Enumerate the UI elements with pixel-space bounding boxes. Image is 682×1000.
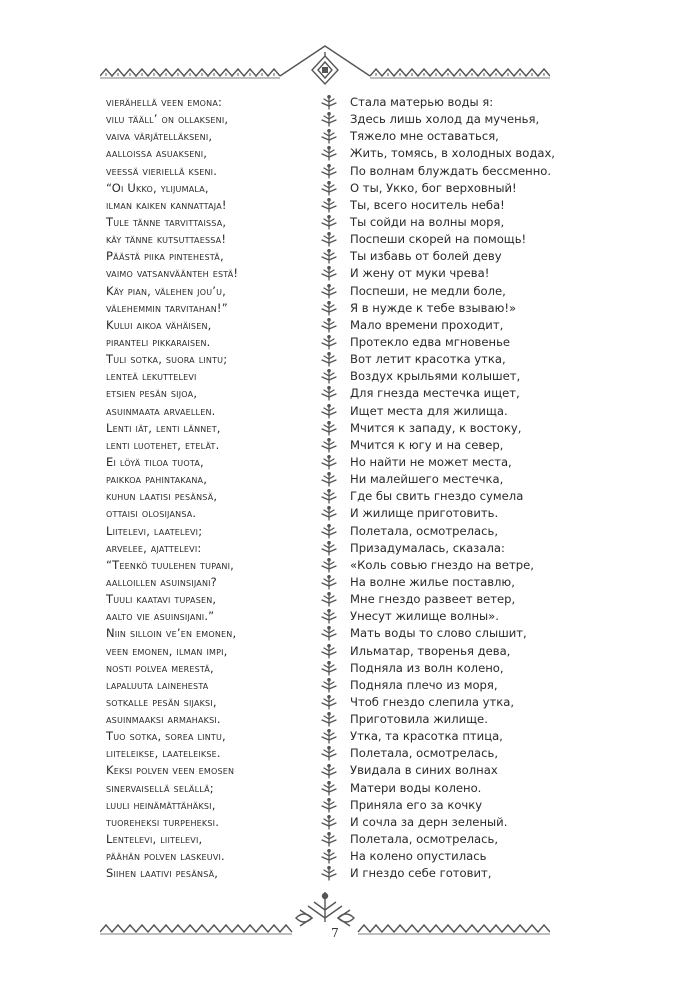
russian-verse-line: Воздух крыльями колышет, xyxy=(350,369,521,384)
finnish-verse-line: Tuli sotka, suora lintu; xyxy=(106,352,228,367)
finnish-verse-line: vaiva värjätelläkseni, xyxy=(106,129,213,144)
folk-tree-icon xyxy=(317,677,341,694)
finnish-verse-line: etsien pesän sijoa, xyxy=(106,386,198,401)
folk-tree-icon xyxy=(317,848,341,865)
folk-tree-icon xyxy=(317,574,341,591)
folk-tree-icon xyxy=(317,214,341,231)
russian-verse-line: Приготовила жилище. xyxy=(350,712,488,727)
folk-tree-icon xyxy=(317,762,341,779)
finnish-verse-line: lapaluuta lainehesta xyxy=(106,677,209,692)
finnish-verse-line: Keksi polven veen emosen xyxy=(106,763,235,778)
russian-verse-line: Но найти не может места, xyxy=(350,454,512,469)
folk-tree-icon xyxy=(317,403,341,420)
folk-tree-icon xyxy=(317,111,341,128)
russian-verse-line: Мало времени проходит, xyxy=(350,317,504,332)
folk-tree-icon xyxy=(317,197,341,214)
russian-verse-line: Ильматар, творенья дева, xyxy=(350,643,511,658)
page-number: 7 xyxy=(331,926,339,940)
finnish-text-column xyxy=(106,94,306,882)
russian-verse-line: Протекло едва мгновенье xyxy=(350,334,511,349)
folk-tree-icon xyxy=(317,488,341,505)
finnish-verse-line: lenteä lekuttelevi xyxy=(106,369,197,384)
russian-verse-line: Ты сойди на волны моря, xyxy=(350,214,505,229)
finnish-verse-line: piranteli pikkaraisen. xyxy=(106,334,211,349)
ornament-divider xyxy=(317,94,341,882)
russian-verse-line: Поспеши скорей на помощь! xyxy=(350,232,527,247)
russian-verse-line: Мчится к югу и на север, xyxy=(350,437,504,452)
finnish-verse-line: aalto vie asuinsijani.” xyxy=(106,609,215,624)
russian-verse-line: И жену от муки чрева! xyxy=(350,266,490,281)
russian-verse-line: Мать воды то слово слышит, xyxy=(350,626,527,641)
folk-tree-icon xyxy=(317,351,341,368)
finnish-verse-line: paikkoa pahintakana, xyxy=(106,472,208,487)
finnish-verse-line: lenti luotehet, etelät. xyxy=(106,437,220,452)
folk-tree-icon xyxy=(317,471,341,488)
finnish-verse-line: Ei löyä tiloa tuota, xyxy=(106,454,204,469)
finnish-verse-line: ottaisi olosijansa. xyxy=(106,506,197,521)
finnish-verse-line: vierähellä veen emona: xyxy=(106,95,223,109)
finnish-verse-line: Tule tänne tarvittaissa, xyxy=(106,214,227,229)
russian-verse-line: Приняла его за кочку xyxy=(350,797,483,812)
folk-tree-icon xyxy=(317,505,341,522)
russian-verse-line: И гнездо себе готовит, xyxy=(350,866,492,881)
finnish-verse-line: Päästä piika pintehestä, xyxy=(106,249,224,264)
folk-tree-icon xyxy=(317,643,341,660)
russian-verse-line: По волнам блуждать бессменно. xyxy=(350,163,552,178)
folk-tree-icon xyxy=(317,368,341,385)
russian-verse-line: Подняла из волн колено, xyxy=(350,660,504,675)
russian-verse-line: Жить, томясь, в холодных водах, xyxy=(350,146,555,161)
russian-verse-line: На колено опустилась xyxy=(350,849,487,864)
folk-tree-icon xyxy=(317,557,341,574)
russian-verse-line: Матери воды колено. xyxy=(350,780,482,795)
russian-verse-line: И сочла за дерн зеленый. xyxy=(350,814,508,829)
finnish-verse-line: kuhun laatisi pesänsä, xyxy=(106,489,218,504)
folk-tree-icon xyxy=(317,660,341,677)
finnish-verse-line: ilman kaiken kannattaja! xyxy=(106,197,227,212)
russian-verse-line: Я в нужде к тебе взываю!» xyxy=(350,300,517,315)
finnish-verse-line: asuinmaata arvaellen. xyxy=(106,403,216,418)
folk-tree-icon xyxy=(317,334,341,351)
russian-verse-line: Где бы свить гнездо сумела xyxy=(350,489,524,504)
finnish-verse-line: Liitelevi, laatelevi; xyxy=(106,523,203,538)
finnish-verse-line: Kului aikoa vähäisen, xyxy=(106,317,212,332)
russian-verse-line: Призадумалась, сказала: xyxy=(350,540,505,555)
russian-verse-line: Чтоб гнездо слепила утка, xyxy=(350,694,515,709)
russian-verse-line: Вот летит красотка утка, xyxy=(350,352,506,367)
folk-tree-icon xyxy=(317,780,341,797)
folk-tree-icon xyxy=(317,523,341,540)
finnish-verse-line: arvelee, ajattelevi: xyxy=(106,540,202,555)
folk-tree-icon xyxy=(317,728,341,745)
folk-tree-icon xyxy=(317,711,341,728)
folk-tree-icon xyxy=(317,797,341,814)
russian-verse-line: Полетала, осмотрелась, xyxy=(350,523,499,538)
folk-tree-icon xyxy=(317,625,341,642)
finnish-verse-line: tuoreheksi turpeheksi. xyxy=(106,814,220,829)
finnish-verse-line: asuinmaaksi armahaksi. xyxy=(106,712,221,727)
finnish-verse-line: sotkalle pesän sijaksi, xyxy=(106,694,217,709)
finnish-verse-line: Tuo sotka, sorea lintu, xyxy=(106,729,226,744)
finnish-verse-line: liiteleikse, laateleikse. xyxy=(106,746,221,761)
folk-tree-icon xyxy=(317,248,341,265)
russian-verse-line: Поспеши, не медли боле, xyxy=(350,283,506,298)
finnish-verse-line: veen emonen, ilman impi, xyxy=(106,643,228,658)
finnish-verse-line: Käy pian, välehen jou’u, xyxy=(106,283,227,298)
russian-verse-line: Полетала, осмотрелась, xyxy=(350,746,499,761)
folk-tree-icon xyxy=(317,128,341,145)
russian-verse-line: «Коль совью гнездо на ветре, xyxy=(350,557,534,572)
finnish-verse-line: “Oi Ukko, ylijumala, xyxy=(106,180,209,195)
russian-verse-line: Унесут жилище волны». xyxy=(350,609,499,624)
folk-tree-icon xyxy=(317,300,341,317)
folk-tree-icon xyxy=(317,385,341,402)
folk-tree-icon xyxy=(317,231,341,248)
folk-tree-icon xyxy=(317,814,341,831)
finnish-verse-line: Siihen laativi pesänsä, xyxy=(106,866,219,881)
folk-tree-icon xyxy=(317,454,341,471)
finnish-verse-line: välehemmin tarvitahan!” xyxy=(106,300,228,315)
finnish-verse-line: veessä vieriellä kseni. xyxy=(106,163,218,178)
russian-verse-line: Ищет места для жилища. xyxy=(350,403,508,418)
russian-verse-line: Для гнезда местечка ищет, xyxy=(350,386,520,401)
russian-verse-line: Ты избавь от болей деву xyxy=(350,249,502,264)
finnish-verse-line: Tuuli kaatavi tupasen, xyxy=(106,592,217,607)
russian-verse-line: Полетала, осмотрелась, xyxy=(350,832,499,847)
folk-tree-icon xyxy=(317,694,341,711)
russian-verse-line: Стала матерью воды я: xyxy=(350,95,494,109)
finnish-verse-line: Lenti iät, lenti lännet, xyxy=(106,420,221,435)
russian-verse-line: Мне гнездо развеет ветер, xyxy=(350,592,516,607)
finnish-verse-line: luuli heinämättähäksi, xyxy=(106,797,216,812)
folk-tree-icon xyxy=(317,591,341,608)
folk-tree-icon xyxy=(317,317,341,334)
folk-tree-icon xyxy=(317,163,341,180)
russian-verse-line: И жилище приготовить. xyxy=(350,506,499,521)
russian-verse-line: Утка, та красотка птица, xyxy=(350,729,503,744)
folk-tree-icon xyxy=(317,745,341,762)
folk-tree-icon xyxy=(317,420,341,437)
russian-verse-line: Мчится к западу, к востоку, xyxy=(350,420,522,435)
russian-verse-line: Увидала в синих волнах xyxy=(350,763,498,778)
folk-tree-icon xyxy=(317,437,341,454)
finnish-verse-line: nosti polvea merestä, xyxy=(106,660,214,675)
finnish-verse-line: Lentelevi, liitelevi, xyxy=(106,832,203,847)
russian-verse-line: Тяжело мне оставаться, xyxy=(350,129,499,144)
russian-verse-line: Ни малейшего местечка, xyxy=(350,472,504,487)
finnish-verse-line: käy tänne kutsuttaessa! xyxy=(106,232,227,247)
folk-tree-icon xyxy=(317,608,341,625)
top-ornament-border xyxy=(100,40,550,88)
finnish-verse-line: aalloissa asuakseni, xyxy=(106,146,208,161)
russian-verse-line: На волне жилье поставлю, xyxy=(350,574,515,589)
folk-tree-icon xyxy=(317,94,341,111)
folk-tree-icon xyxy=(317,180,341,197)
finnish-verse-line: päähän polven laskeuvi. xyxy=(106,849,225,864)
finnish-verse-line: aalloillen asuinsijani? xyxy=(106,574,217,589)
finnish-verse-line: sinervaisellä selällä; xyxy=(106,780,214,795)
folk-tree-icon xyxy=(317,145,341,162)
russian-verse-line: Ты, всего носитель неба! xyxy=(350,197,505,212)
russian-verse-line: Подняла плечо из моря, xyxy=(350,677,498,692)
finnish-verse-line: vaimo vatsanväänteh estä! xyxy=(106,266,239,281)
russian-verse-line: О ты, Укко, бог верховный! xyxy=(350,180,517,195)
finnish-verse-line: vilu täällʼ on ollakseni, xyxy=(106,112,229,127)
finnish-verse-line: Niin silloin ve’en emonen, xyxy=(106,626,237,641)
finnish-verse-line: “Teenkö tuulehen tupani, xyxy=(106,557,234,572)
folk-tree-icon xyxy=(317,865,341,882)
russian-text-column xyxy=(350,94,560,882)
folk-tree-icon xyxy=(317,540,341,557)
folk-tree-icon xyxy=(317,283,341,300)
folk-tree-icon xyxy=(317,265,341,282)
russian-verse-line: Здесь лишь холод да мученья, xyxy=(350,112,540,127)
folk-tree-icon xyxy=(317,831,341,848)
